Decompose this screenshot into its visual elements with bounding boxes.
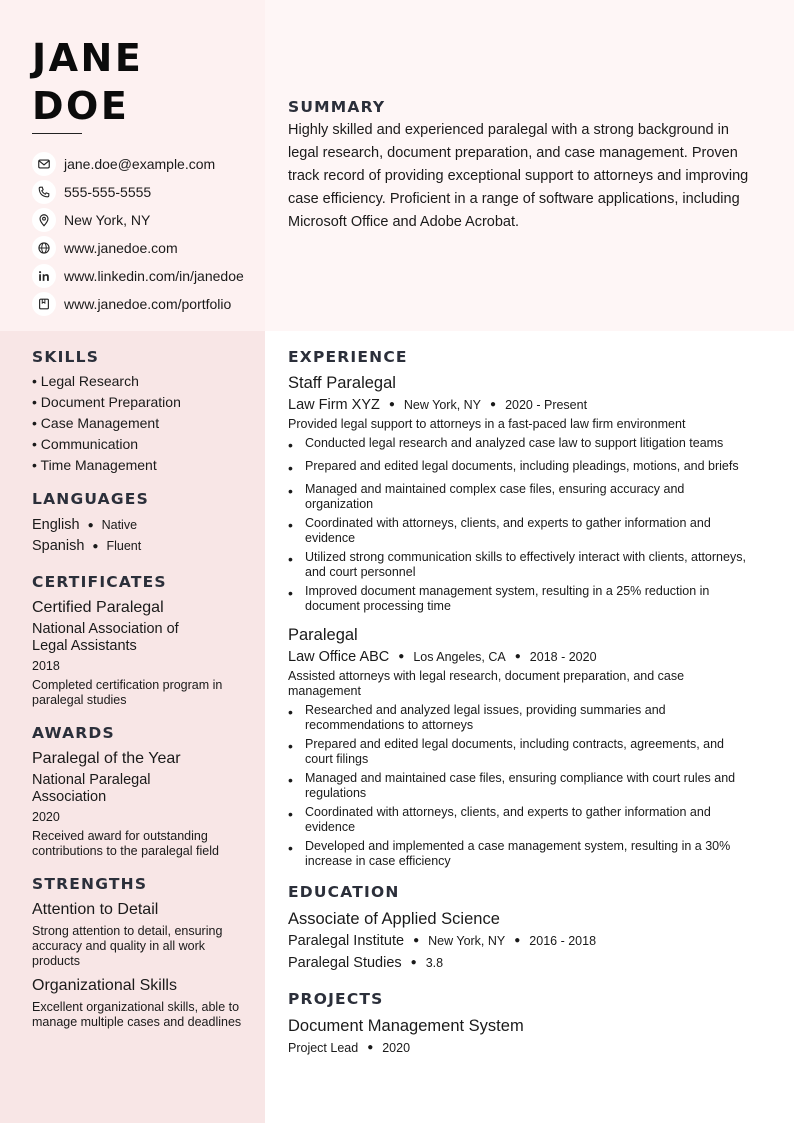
project-role: Project Lead [288,1041,359,1055]
phone-text: 555-555-5555 [64,184,152,200]
job-entry [288,624,778,869]
projects-section [288,990,778,1059]
bullet-item [288,805,778,835]
main-content [288,348,778,1059]
bullet-text: Coordinated with attorneys, clients, and experts to gather information and evidence [305,805,711,834]
strengths-heading: STRENGTHS [32,875,148,893]
education-section [288,883,778,974]
bullet-text: Researched and analyzed legal issues, providing summaries and recommendations to attorneys [305,703,666,732]
bullet-text: Improved document management system, resulting in a 25% reduction in document processing time [305,584,710,613]
skill-item: • Time Management [32,457,157,473]
experience-heading: EXPERIENCE [288,348,408,366]
job-title: Staff Paralegal [288,374,396,392]
bullet-text: Coordinated with attorneys, clients, and experts to gather information and evidence [305,516,711,545]
job-entry [288,372,778,614]
strength-title: Organizational Skills [32,977,177,994]
job-dates: 2018 - 2020 [529,650,597,664]
award-year: 2020 [32,810,60,824]
portfolio-icon [32,292,56,316]
project-year: 2020 [382,1041,411,1055]
bullet-dot: • [288,704,293,720]
phone-icon [32,180,56,204]
education-field: Paralegal Studies [288,955,402,971]
bullet-item [288,703,778,733]
contact-website[interactable] [32,234,244,262]
summary-section [288,98,763,234]
education-heading: EDUCATION [288,883,400,901]
bullet-text: Prepared and edited legal documents, including pleadings, motions, and briefs [305,459,739,473]
contact-phone[interactable] [32,178,244,206]
job-dates: 2020 - Present [505,398,588,412]
bullet-text: Prepared and edited legal documents, including contracts, agreements, and court filings [305,737,725,766]
bullet-text: Utilized strong communication skills to effectively interact with clients, attorneys, and court personnel [305,550,746,579]
education-school: Paralegal Institute [288,933,405,949]
job-location: Los Angeles, CA [413,650,506,664]
contact-portfolio[interactable] [32,290,244,318]
globe-icon [32,236,56,260]
certificate-title: Certified Paralegal [32,599,164,616]
contact-linkedin[interactable] [32,262,244,290]
bullet-item [288,771,778,801]
bullet-item [288,516,778,546]
skill-item: • Document Preparation [32,394,181,410]
last-name: DOE [32,84,130,128]
language-level: Fluent [106,539,142,553]
first-name: JANE [32,36,144,80]
education-field-row [288,952,778,974]
skills-list [32,371,247,476]
location-text: New York, NY [64,212,151,228]
languages-section [32,490,247,557]
education-dates: 2016 - 2018 [529,934,597,948]
job-location: New York, NY [403,398,482,412]
separator-dot: ● [514,651,521,662]
bullet-dot: • [288,772,293,788]
awards-section [32,724,247,859]
bullet-dot: • [288,483,293,499]
certificate-year: 2018 [32,659,60,673]
bullet-text: Conducted legal research and analyzed case law to support litigation teams [305,436,724,450]
awards-heading: AWARDS [32,724,115,742]
bullet-dot: • [288,806,293,822]
education-degree: Associate of Applied Science [288,910,500,928]
portfolio-text: www.janedoe.com/portfolio [64,296,232,312]
languages-heading: LANGUAGES [32,490,149,508]
job-meta [288,394,778,416]
skill-item: • Communication [32,436,139,452]
name-divider [32,133,82,134]
language-level: Native [101,518,138,532]
award-org: National Paralegal Association [32,772,151,805]
linkedin-text: www.linkedin.com/in/janedoe [64,268,244,284]
email-text: jane.doe@example.com [64,156,216,172]
separator-dot: ● [367,1042,374,1053]
language-name: Spanish [32,538,85,554]
linkedin-icon [32,264,56,288]
contact-list [32,150,244,318]
bullet-text: Developed and implemented a case management system, resulting in a 30% increase in case efficiency [305,839,731,868]
sidebar-content [32,348,247,1030]
bullet-dot: • [288,517,293,533]
strength-desc: Excellent organizational skills, able to manage multiple cases and deadlines [32,1000,242,1029]
award-title: Paralegal of the Year [32,750,181,767]
certificate-org: National Association of Legal Assistants [32,621,179,654]
strength-title: Attention to Detail [32,901,159,918]
bullet-dot: • [288,437,293,453]
bullet-item [288,584,778,614]
bullet-item [288,436,778,455]
strength-desc: Strong attention to detail, ensuring accuracy and quality in all work products [32,924,223,968]
bullet-item [288,839,778,869]
experience-section [288,348,778,869]
bullet-dot: • [288,738,293,754]
contact-email[interactable] [32,150,244,178]
separator-dot: ● [514,935,521,946]
separator-dot: ● [410,957,417,968]
job-meta [288,646,778,668]
candidate-name [32,34,143,130]
job-bullets [288,703,778,869]
skills-section [32,348,247,476]
separator-dot: ● [87,520,94,531]
job-company: Law Office ABC [288,649,390,665]
certificates-section [32,573,247,708]
bullet-item [288,459,778,478]
job-company: Law Firm XYZ [288,397,380,413]
bullet-item [288,482,778,512]
education-meta [288,930,778,952]
language-row [32,536,247,557]
award-desc: Received award for outstanding contributions to the paralegal field [32,829,219,858]
job-description: Provided legal support to attorneys in a fast-paced law firm environment [288,417,686,431]
project-meta [288,1037,778,1059]
bullet-dot: • [288,840,293,856]
bullet-dot: • [288,460,293,476]
separator-dot: ● [92,541,99,552]
bullet-item [288,550,778,580]
separator-dot: ● [490,399,497,410]
skills-heading: SKILLS [32,348,100,366]
summary-heading: SUMMARY [288,98,386,116]
education-gpa: 3.8 [425,956,444,970]
separator-dot: ● [413,935,420,946]
bullet-item [288,737,778,767]
job-title: Paralegal [288,626,358,644]
separator-dot: ● [388,399,395,410]
project-title: Document Management System [288,1017,524,1035]
job-description: Assisted attorneys with legal research, document preparation, and case management [288,669,685,698]
education-location: New York, NY [428,934,506,948]
language-row [32,515,247,536]
summary-text: Highly skilled and experienced paralegal with a strong background in legal research, document preparation, and case management. Proven track record of providing exceptional support to attorneys and improving case efficiency. Proficient in a range of software applications, including Microsoft Office and Adobe Acrobat. [288,122,749,230]
website-text: www.janedoe.com [64,240,178,256]
bullet-dot: • [288,551,293,567]
location-pin-icon [32,208,56,232]
strengths-section [32,875,247,1030]
certificate-desc: Completed certification program in paralegal studies [32,678,223,707]
bullet-text: Managed and maintained complex case files, ensuring accuracy and organization [305,482,685,511]
contact-location [32,206,244,234]
bullet-dot: • [288,585,293,601]
skill-item: • Case Management [32,415,160,431]
job-bullets [288,436,778,614]
projects-heading: PROJECTS [288,990,384,1008]
separator-dot: ● [398,651,405,662]
bullet-text: Managed and maintained case files, ensuring compliance with court rules and regulations [305,771,736,800]
mail-icon [32,152,56,176]
language-name: English [32,517,80,533]
certificates-heading: CERTIFICATES [32,573,167,591]
skill-item: • Legal Research [32,373,139,389]
